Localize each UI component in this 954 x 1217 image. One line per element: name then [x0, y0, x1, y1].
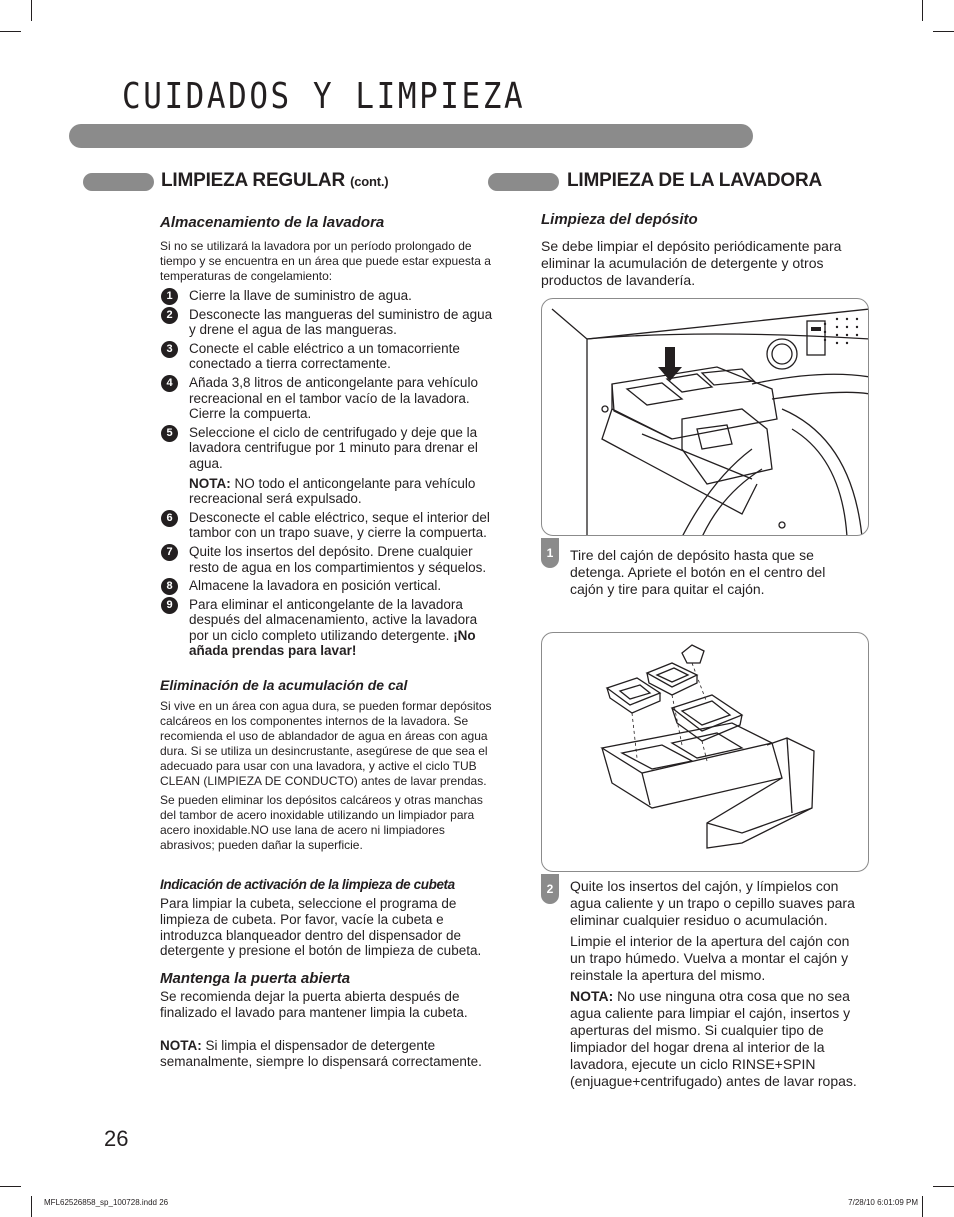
title-bar	[69, 124, 753, 148]
step-number-badge: 3	[161, 341, 178, 358]
page-number: 26	[104, 1126, 129, 1151]
step2-text: Quite los insertos del cajón, y límpielos con agua caliente y un trapo o cepillo suaves para eliminar cualquier residuo o acumulación.	[570, 878, 855, 928]
list-item	[160, 544, 493, 575]
step-number-badge: 8	[161, 578, 178, 595]
list-item-note	[160, 476, 493, 507]
step-text: Cierre la llave de suministro de agua.	[189, 288, 412, 303]
step-number-badge: 5	[161, 425, 178, 442]
page-title: CUIDADOS Y LIMPIEZA	[122, 76, 526, 117]
step-number-badge: 9	[161, 597, 178, 614]
step-number-badge: 1	[161, 288, 178, 305]
step-number-badge: 4	[161, 375, 178, 392]
section-heading-left	[161, 170, 388, 192]
step-text: Desconecte las mangueras del suministro de agua y drene el agua de las mangueras.	[189, 306, 493, 338]
scale-paragraph-2: Se pueden eliminar los depósitos calcáreos y otras manchas del tambor de acero inoxidable utilizando un limpiador para acero inoxidable.NO use lana de acero ni limpiadores abrasivos; pueden dañar la superficie.	[160, 793, 483, 853]
crop-mark	[933, 31, 954, 32]
step-text: Conecte el cable eléctrico a un tomacorriente conectado a tierra correctamente.	[189, 340, 460, 372]
dispenser-drawer-illustration	[542, 299, 869, 536]
illustration-pull-drawer	[541, 298, 869, 536]
section-heading-suffix: (cont.)	[350, 174, 389, 189]
door-title: Mantenga la puerta abierta	[160, 970, 351, 988]
step2-paragraph-2: Limpie el interior de la apertura del cajón con un trapo húmedo. Vuelva a montar el cajón y reinstale la apertura del mismo.	[570, 933, 850, 983]
section-heading-text: LIMPIEZA REGULAR	[161, 170, 345, 191]
step-tab-1: 1	[541, 538, 559, 568]
note-text: NO todo el anticongelante para vehículo recreacional será expulsado.	[189, 475, 476, 507]
step-text: Añada 3,8 litros de anticongelante para vehículo recreacional en el tambor vacío de la lavadora. Cierre la compuerta.	[189, 374, 478, 422]
step-text: Almacene la lavadora en posición vertical.	[189, 578, 442, 594]
step1-text: Tire del cajón de depósito hasta que se detenga. Apriete el botón en el centro del cajón y tire para quitar el cajón.	[570, 547, 826, 597]
door-text: Se recomienda dejar la puerta abierta después de finalizado el lavado para mantener limpia la cubeta.	[160, 989, 468, 1021]
section-pill-left	[83, 173, 154, 191]
tubclean-title: Indicación de activación de la limpieza de cubeta	[160, 877, 455, 893]
dispenser-title: Limpieza del depósito	[541, 211, 698, 228]
step-text: Quite los insertos del depósito. Drene cualquier resto de agua en los compartimientos y séquelos.	[189, 543, 487, 575]
step-text: Seleccione el ciclo de centrifugado y deje que la lavadora centrifugue por 1 minuto para drenar el agua.	[189, 424, 478, 471]
note-label: NOTA:	[160, 1037, 202, 1053]
step-text: Desconecte el cable eléctrico, seque el interior del tambor con un trapo suave, y cierre la compuerta.	[189, 509, 490, 541]
step-text: Para eliminar el anticongelante de la lavadora después del almacenamiento, active la lavadora por un ciclo completo utilizando detergente.	[189, 596, 478, 643]
footer-file-info: MFL62526858_sp_100728.indd 26	[44, 1198, 169, 1207]
step-number-badge: 2	[161, 307, 178, 324]
left-column	[160, 214, 493, 1069]
drawer-inserts-illustration	[542, 633, 869, 872]
crop-mark	[31, 0, 32, 21]
list-item	[160, 510, 493, 541]
right-column-bottom	[570, 878, 868, 1090]
list-item	[160, 341, 493, 372]
list-item	[160, 307, 493, 338]
right-column-top	[541, 211, 871, 289]
storage-intro: Si no se utilizará la lavadora por un período prolongado de tiempo y se encuentra en un área que puede estar expuesta a temperaturas de congelamiento:	[160, 239, 491, 283]
section-pill-right	[488, 173, 559, 191]
footer-timestamp: 7/28/10 6:01:09 PM	[848, 1198, 918, 1207]
section-heading-right: LIMPIEZA DE LA LAVADORA	[567, 170, 823, 191]
step-number-badge: 6	[161, 510, 178, 527]
step9-warning: ¡No añada prendas para lavar!	[189, 627, 476, 659]
storage-steps	[160, 288, 493, 659]
note-label: NOTA:	[570, 988, 614, 1004]
note-text: Si limpia el dispensador de detergente semanalmente, siempre lo dispensará correctamente.	[160, 1037, 482, 1069]
step-number-badge: 7	[161, 544, 178, 561]
crop-mark	[922, 1196, 923, 1217]
crop-mark	[933, 1186, 954, 1187]
crop-mark	[31, 1196, 32, 1217]
crop-mark	[0, 31, 21, 32]
dispenser-intro: Se debe limpiar el depósito periódicamente para eliminar la acumulación de detergente y otros productos de lavandería.	[541, 238, 842, 288]
list-item	[160, 425, 493, 472]
storage-title: Almacenamiento de la lavadora	[160, 214, 385, 231]
crop-mark	[0, 1186, 21, 1187]
list-item	[160, 578, 493, 594]
step-tab-2: 2	[541, 874, 559, 904]
tubclean-text: Para limpiar la cubeta, seleccione el programa de limpieza de cubeta. Por favor, vacíe la cubeta e introduzca blanqueador dentro del dispensador de detergente y presione el botón de limpieza de cubeta.	[160, 896, 482, 959]
list-item	[160, 597, 493, 659]
scale-title: Eliminación de la acumulación de cal	[160, 677, 408, 694]
note-text: No use ninguna otra cosa que no sea agua caliente para limpiar el cajón, insertos y aperturas del mismo. Si cualquier tipo de limpiador del hogar drena al interior de la lavadora, ejecute un ciclo RINSE+SPIN (enjuague+centrifugado) antes de lavar ropas.	[570, 988, 857, 1089]
crop-mark	[922, 0, 923, 21]
step2-note	[570, 988, 868, 1090]
illustration-drawer-parts	[541, 632, 869, 872]
list-item	[160, 375, 493, 422]
scale-paragraph-1: Si vive en un área con agua dura, se pueden formar depósitos calcáreos en los componentes internos de la lavadora. Se recomienda el uso de ablandador de agua en áreas con agua dura. Si se utiliza un desincrustante, asegúrese de que sea el adecuado para usar con una lavadora, y active el ciclo TUB CLEAN (LIMPIEZA DE CONDUCTO) antes de lavar prendas.	[160, 699, 492, 789]
list-item	[160, 288, 493, 304]
door-note	[160, 1038, 493, 1070]
note-label: NOTA:	[189, 475, 231, 491]
